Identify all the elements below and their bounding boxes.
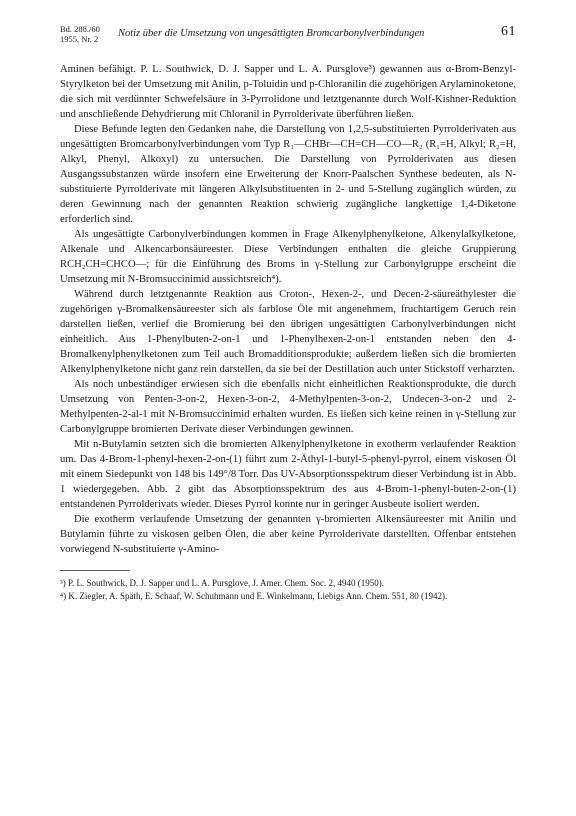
journal-volume-info — [60, 24, 100, 44]
year-issue-line: 1955, Nr. 2 — [60, 34, 99, 44]
document-page — [60, 24, 516, 602]
page-number: 61 — [501, 24, 516, 39]
paragraph-3: Als ungesättigte Carbonylverbindungen kommen in Frage Alkenylphenylketone, Alkenylalkylketone, Alkenale und Alkencarbonsäureester. Diese Verbindungen enthalten die gleiche Gruppierung RCH₂CH=CHCO—; für die Einführung des Broms in γ-Stellung zur Carbonylgruppe erscheint die Umsetzung mit N-Bromsuccinimid aussichtsreich⁴). — [60, 229, 516, 285]
footnote-divider — [60, 570, 130, 571]
footnote-3: ³) P. L. Southwick, D. J. Sapper und L. A. Pursglove, J. Amer. Chem. Soc. 2, 4940 (1950). — [60, 578, 384, 588]
paragraph-1: Aminen befähigt. P. L. Southwick, D. J. Sapper und L. A. Pursglove³) gewannen aus α-Brom-Benzyl-Styrylketon bei der Umsetzung mit Anilin, p-Toluidin und p-Chloranilin die zugehörigen Arylaminoketone, die sich mit verdünnter Schwefelsäure in 3-Pyrrolidone und letztgenannte durch Wolf-Kishner-Reduktion und anschließende Dehydrierung mit Chloranil in Pyrrolderivate überführen ließen. — [60, 64, 516, 120]
volume-line: Bd. 288./60 — [60, 24, 100, 34]
paragraph-4: Während durch letztgenannte Reaktion aus Croton-, Hexen-2-, und Decen-2-säureäthylester die zugehörigen γ-Bromalkensäureester sich als farblose Öle mit angenehmem, fruchtartigem Geruch rein darstellen ließen, verlief die Bromierung bei den übrigen ungesättigten Carbonylverbindungen nicht einheitlich. Aus 1-Phenylbuten-2-on-1 und 1-Phenylhexen-2-on-1 entstanden neben den 4-Bromalkenylphenylketonen zum Teil auch Bromadditionsprodukte; außerdem ließen sich die bromierten Alkenylphenylketone nicht ganz rein darstellen, da sie bei der Destillation auch unter Stickstoff verharzten. — [60, 289, 516, 375]
running-title: Notiz über die Umsetzung von ungesättigten Bromcarbonylverbindungen — [118, 28, 425, 39]
paragraph-7: Die exotherm verlaufende Umsetzung der genannten γ-bromierten Alkensäureester mit Anilin und Butylamin führte zu viskosen gelben Ölen, die aber keine Pyrrolderivate darstellten. Offenbar entstehen vorwiegend N-substituierte γ-Amino- — [60, 514, 516, 555]
footnote-4: ⁴) K. Ziegler, A. Späth, E. Schaaf, W. Schuhmann und E. Winkelmann, Liebigs Ann. Chem. 551, 80 (1942). — [60, 590, 448, 601]
paragraph-6: Mit n-Butylamin setzten sich die bromierten Alkenylphenylketone in exotherm verlaufender Reaktion um. Das 4-Brom-1-phenyl-hexen-2-on-(1) führt zum 2-Äthyl-1-butyl-5-phenyl-pyrrol, einem viskosen Öl mit einem Siedepunkt von 148 bis 149°/8 Torr. Das UV-Absorptionsspektrum dieser Verbindung ist in Abb. 1 wiedergegeben. Abb. 2 gibt das Absorptionsspektrum des aus 4-Brom-1-phenyl-buten-2-on-(1) entstandenen Pyrrolderivats wieder. Dieses Pyrrol konnte nur in geringer Ausbeute isoliert werden. — [60, 439, 516, 510]
article-body — [60, 62, 516, 557]
footnotes — [60, 577, 516, 602]
paragraph-2: Diese Befunde legten den Gedanken nahe, die Darstellung von 1,2,5-substituierten Pyrrolderivaten aus ungesättigten Bromcarbonylverbindungen vom Typ R₁—CHBr—CH=CH—CO—R₂ (R₁=H, Alkyl; R₂=H, Alkyl, Phenyl, Alkoxyl) zu untersuchen. Die Darstellung von Pyrrolderivaten aus diesen Ausgangssubstanzen würde insofern eine Erweiterung der Knorr-Paalschen Synthese bedeuten, als N-substituierte Pyrrolderivate mit längeren Alkylsubstituenten in 2- und 5-Stellung zugänglich würden, zu deren Gewinnung nach der genannten Reaktion schwierig zugängliche langkettige 1,4-Diketone erforderlich sind. — [60, 124, 516, 225]
paragraph-5: Als noch unbeständiger erwiesen sich die ebenfalls nicht einheitlichen Reaktionsprodukte, die durch Umsetzung von Penten-3-on-2, Hexen-3-on-2, 4-Methylpenten-3-on-2, Undecen-3-on-2 und 2-Methylpenten-2-al-1 mit N-Bromsuccinimid erhalten wurden. Es ließen sich keine reinen in γ-Stellung zur Carbonylgruppe bromierten Derivate dieser Verbindungen gewinnen. — [60, 379, 516, 435]
running-header — [60, 24, 516, 54]
